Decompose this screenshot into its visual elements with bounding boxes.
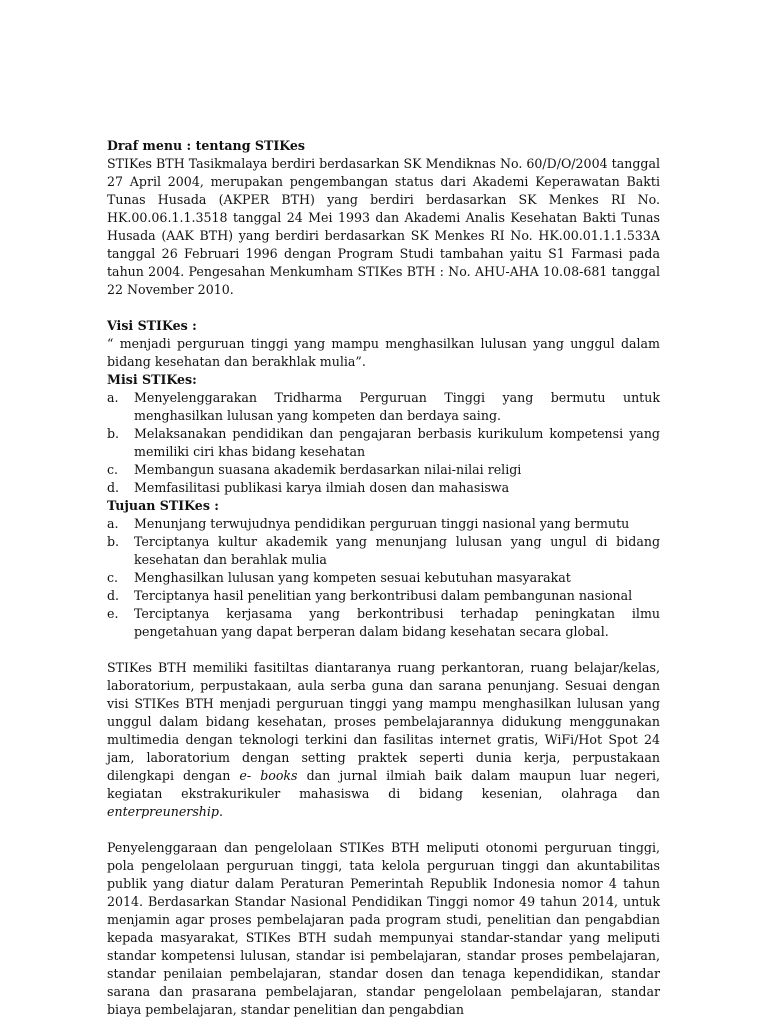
list-item [107,587,660,605]
list-item [107,533,660,569]
list-item [107,605,660,641]
list-item [107,461,660,479]
list-item-text: Menghasilkan lulusan yang kompeten sesuai kebutuhan masyarakat [134,570,571,585]
list-marker: a. [107,390,119,405]
ebooks-term: e- books [239,768,298,783]
list-item-text: Memfasilitasi publikasi karya ilmiah dosen dan mahasiswa [134,480,510,495]
fasilitas-text-cont: dan jurnal ilmiah baik dalam maupun luar negeri, kegiatan ekstrakurikuler mahasiswa di bidang kesenian, olahraga dan [107,768,660,801]
visi-text: “ menjadi perguruan tinggi yang mampu menghasilkan lulusan yang unggul dalam bidang kesehatan dan berakhlak mulia”. [107,336,660,369]
list-marker: a. [107,516,119,531]
list-marker: d. [107,588,120,603]
fasilitas-paragraph [107,659,660,821]
fasilitas-text: STIKes BTH memiliki fasitiltas diantaranya ruang perkantoran, ruang belajar/kelas, laboratorium, perpustakaan, aula serba guna dan sarana penunjang. Sesuai dengan visi STIKes BTH menjadi perguruan tinggi yang mampu menghasilkan lulusan yang unggul dalam bidang kesehatan, proses pembelajarannya didukung menggunakan multimedia dengan teknologi terkini dan fasilitas internet gratis, WiFi/Hot Spot 24 jam, laboratorium dengan setting praktek seperti dunia kerja, perpustakaan dilengkapi dengan [107,660,660,783]
list-marker: c. [107,462,119,477]
penyelenggaraan-paragraph: Penyelenggaraan dan pengelolaan STIKes BTH meliputi otonomi perguruan tinggi, pola pengelolaan perguruan tinggi, tata kelola perguruan tinggi dan akuntabilitas publik yang diatur dalam Peraturan Pemerintah Republik Indonesia nomor 4 tahun 2014. Berdasarkan Standar Nasional Pendidikan Tinggi nomor 49 tahun 2014, untuk menjamin agar proses pembelajaran pada program studi, penelitian dan pengabdian kepada masyarakat, STIKes BTH sudah mempunyai standar-standar yang meliputi standar kompetensi lulusan, standar isi pembelajaran, standar proses pembelajaran, standar penilaian pembelajaran, standar dosen dan tenaga kependidikan, standar sarana dan prasarana pembelajaran, standar pengelolaan pembelajaran, standar biaya pembelajaran, standar penelitian dan pengabdian [107,840,660,1017]
intro-paragraph: STIKes BTH Tasikmalaya berdiri berdasarkan SK Mendiknas No. 60/D/O/2004 tanggal 27 April 2004, merupakan pengembangan status dari Akademi Keperawatan Bakti Tunas Husada (AKPER BTH) yang berdiri berdasarkan SK Menkes RI No. HK.00.06.1.1.3518 tanggal 24 Mei 1993 dan Akademi Analis Kesehatan Bakti Tunas Husada (AAK BTH) yang berdiri berdasarkan SK Menkes RI No. HK.00.01.1.1.533A tanggal 26 Februari 1996 dengan Program Studi tambahan yaitu S1 Farmasi pada tahun 2004. Pengesahan Menkumham STIKes BTH : No. AHU-AHA 10.08-681 tanggal 22 November 2010. [107,156,660,297]
misi-list [107,389,660,497]
list-item-text: Melaksanakan pendidikan dan pengajaran berbasis kurikulum kompetensi yang memiliki ciri khas bidang kesehatan [134,426,660,459]
list-item [107,479,660,497]
list-item-text: Terciptanya kultur akademik yang menunjang lulusan yang ungul di bidang kesehatan dan berahlak mulia [134,534,660,567]
tujuan-list [107,515,660,641]
fasilitas-end: . [219,804,224,819]
list-marker: c. [107,570,119,585]
list-item-text: Menyelenggarakan Tridharma Perguruan Tinggi yang bermutu untuk menghasilkan lulusan yang kompeten dan berdaya saing. [134,390,660,423]
document-title: Draf menu : tentang STIKes [107,138,306,153]
list-marker: b. [107,426,120,441]
list-item-text: Terciptanya hasil penelitian yang berkontribusi dalam pembangunan nasional [134,588,633,603]
misi-heading: Misi STIKes: [107,372,197,387]
list-item [107,389,660,425]
spacer [107,299,660,317]
entrepreneurship-term: enterpreunership [107,804,219,819]
list-item-text: Menunjang terwujudnya pendidikan perguruan tinggi nasional yang bermutu [134,516,630,531]
list-item [107,425,660,461]
list-item-text: Membangun suasana akademik berdasarkan nilai-nilai religi [134,462,522,477]
list-item-text: Terciptanya kerjasama yang berkontribusi terhadap peningkatan ilmu pengetahuan yang dapat berperan dalam bidang kesehatan secara global. [134,606,660,639]
document-page [107,137,660,1019]
list-item [107,515,660,533]
list-marker: d. [107,480,120,495]
tujuan-heading: Tujuan STIKes : [107,498,219,513]
list-marker: b. [107,534,120,549]
visi-heading: Visi STIKes : [107,318,197,333]
spacer [107,641,660,659]
list-marker: e. [107,606,119,621]
spacer [107,821,660,839]
list-item [107,569,660,587]
